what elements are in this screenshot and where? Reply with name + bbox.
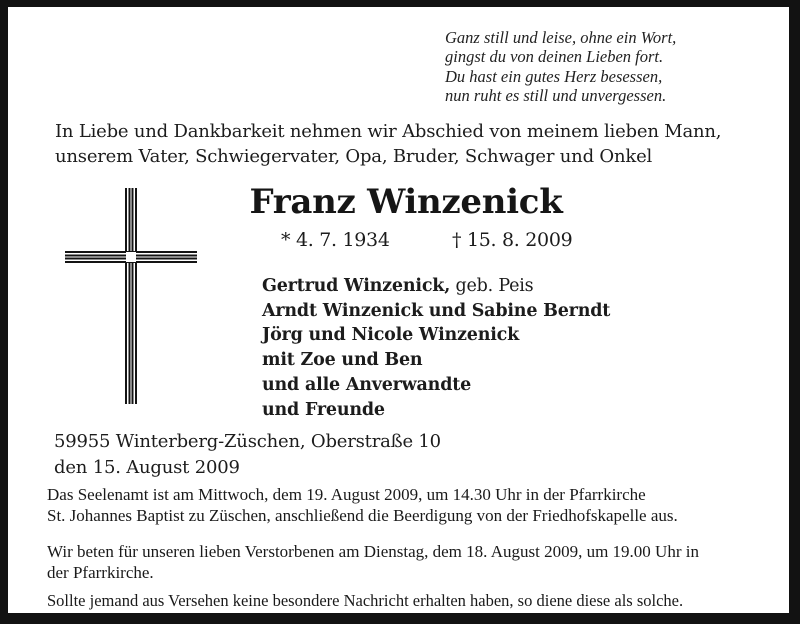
frame-border-right [789, 0, 800, 624]
mourner-line: und alle Anverwandte [262, 374, 472, 395]
cross-center [126, 252, 136, 262]
mourner-line: Arndt Winzenick und Sabine Berndt [262, 300, 611, 321]
widow-maiden-name: geb. Peis [450, 276, 534, 296]
service-paragraph [47, 484, 678, 526]
poem-line: Du hast ein gutes Herz besessen, [445, 66, 663, 86]
service-line: St. Johannes Baptist zu Züschen, anschließend die Beerdigung von der Friedhofskapelle aus. [47, 506, 678, 525]
intro-paragraph [55, 120, 721, 169]
mourner-line: und Freunde [262, 399, 385, 420]
cross-vertical-bar [125, 188, 137, 404]
cross-icon [65, 188, 197, 404]
mourner-line: mit Zoe und Ben [262, 350, 423, 371]
final-notice-line: Sollte jemand aus Versehen keine besondere Nachricht erhalten haben, so diene diese als solche. [47, 591, 684, 610]
deceased-name: Franz Winzenick [249, 182, 563, 222]
address-line: 59955 Winterberg-Züschen, Oberstraße 10 [54, 431, 441, 452]
birth-date: * 4. 7. 1934 [281, 229, 390, 251]
poem-line: gingst du von deinen Lieben fort. [445, 47, 664, 67]
frame-border-left [0, 0, 8, 624]
service-line: Das Seelenamt ist am Mittwoch, dem 19. August 2009, um 14.30 Uhr in der Pfarrkirche [47, 485, 646, 504]
memorial-poem [445, 28, 676, 106]
poem-line: Ganz still und leise, ohne ein Wort, [445, 28, 677, 47]
mourner-line [262, 274, 610, 299]
intro-line: In Liebe und Dankbarkeit nehmen wir Abschied von meinem lieben Mann, [55, 121, 722, 142]
prayer-line: der Pfarrkirche. [47, 563, 154, 582]
mourners-list [262, 274, 610, 422]
address-line: den 15. August 2009 [54, 456, 240, 478]
mourner-line: Jörg und Nicole Winzenick [262, 325, 520, 346]
widow-name: Gertrud Winzenick, [262, 276, 451, 296]
prayer-line: Wir beten für unseren lieben Verstorbenen am Dienstag, dem 18. August 2009, um 19.00 Uhr in [47, 542, 699, 561]
intro-line: unserem Vater, Schwiegervater, Opa, Bruder, Schwager und Onkel [55, 145, 653, 167]
address-block [54, 429, 441, 480]
death-date: † 15. 8. 2009 [452, 229, 573, 251]
frame-border-top [0, 0, 800, 7]
prayer-paragraph [47, 541, 699, 583]
frame-border-bottom [0, 613, 800, 624]
poem-line: nun ruht es still und unvergessen. [445, 86, 667, 106]
